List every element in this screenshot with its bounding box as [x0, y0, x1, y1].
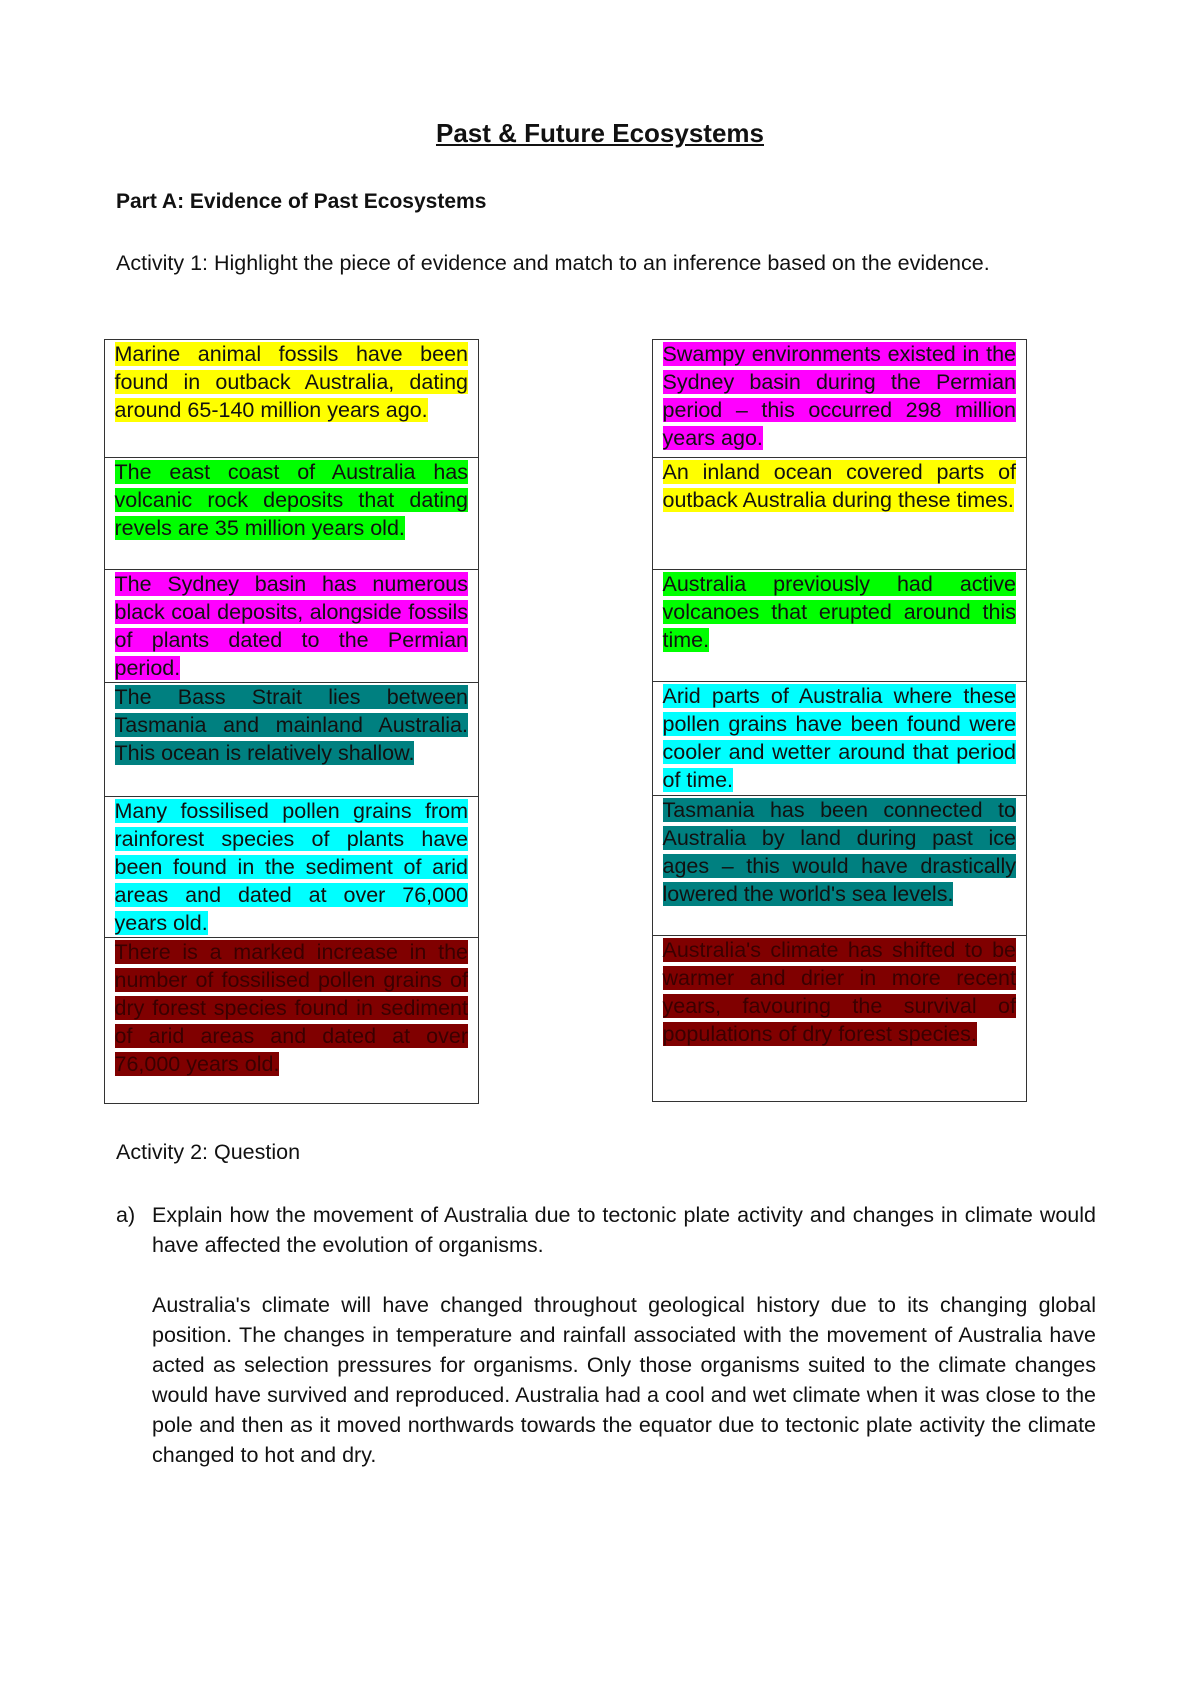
- activity1-instruction: Activity 1: Highlight the piece of evidence and match to an inference based on the evidence.: [116, 251, 990, 275]
- evidence-row: [105, 683, 479, 797]
- evidence-margin-cell: [105, 570, 115, 683]
- evidence-cell: [115, 683, 479, 797]
- inference-cell: [663, 682, 1027, 796]
- question-label: a): [116, 1203, 136, 1227]
- evidence-margin-cell: [105, 797, 115, 938]
- evidence-margin-cell: [105, 683, 115, 797]
- inference-text: Australia previously had active volcanoes that erupted around this time.: [662, 572, 1016, 652]
- inference-margin-cell: [653, 340, 663, 458]
- inference-margin-cell: [653, 570, 663, 682]
- inference-cell: [663, 340, 1027, 458]
- question-text: Explain how the movement of Australia due to tectonic plate activity and changes in climate would have affected the evolution of organisms.: [152, 1203, 1096, 1257]
- evidence-text: Marine animal fossils have been found in outback Australia, dating around 65-140 million years ago.: [114, 342, 468, 422]
- inference-text: Swampy environments existed in the Sydney basin during the Permian period – this occurred 298 million years ago.: [662, 342, 1016, 450]
- page-title: Past & Future Ecosystems: [435, 118, 764, 148]
- evidence-row: [105, 570, 479, 683]
- inference-row: [653, 796, 1027, 936]
- inference-cell: [663, 570, 1027, 682]
- answer-text: Australia's climate will have changed throughout geological history due to its changing global position. The changes in temperature and rainfall associated with the movement of Australia have acted as selection pressures for organisms. Only those organisms suited to the climate changes would have survived and reproduced. Australia had a cool and wet climate when it was close to the pole and then as it moved northwards towards the equator due to tectonic plate activity the climate changed to hot and dry.: [152, 1293, 1096, 1467]
- evidence-row: [105, 340, 479, 458]
- evidence-text: The Bass Strait lies between Tasmania and mainland Australia. This ocean is relatively shallow.: [114, 685, 468, 765]
- evidence-cell: [115, 458, 479, 570]
- evidence-table: [104, 339, 479, 1104]
- evidence-cell: [115, 938, 479, 1104]
- inference-margin-cell: [653, 682, 663, 796]
- evidence-row: [105, 797, 479, 938]
- inference-cell: [663, 796, 1027, 936]
- evidence-text: Many fossilised pollen grains from rainforest species of plants have been found in the sediment of arid areas and dated at over 76,000 years old.: [114, 799, 468, 935]
- evidence-cell: [115, 797, 479, 938]
- inference-row: [653, 682, 1027, 796]
- evidence-margin-cell: [105, 458, 115, 570]
- question-a: [116, 1200, 1096, 1260]
- evidence-row: [105, 938, 479, 1104]
- evidence-text: The east coast of Australia has volcanic rock deposits that dating revels are 35 million years old.: [114, 460, 468, 540]
- inference-row: [653, 570, 1027, 682]
- evidence-margin-cell: [105, 938, 115, 1104]
- inference-row: [653, 936, 1027, 1102]
- inference-cell: [663, 936, 1027, 1102]
- inference-margin-cell: [653, 936, 663, 1102]
- evidence-text: There is a marked increase in the number of fossilised pollen grains of dry forest species found in sediment of arid areas and dated at over 76,000 years old.: [114, 940, 468, 1076]
- evidence-margin-cell: [105, 340, 115, 458]
- inference-text: Australia's climate has shifted to be warmer and drier in more recent years, favouring the survival of populations of dry forest species.: [662, 938, 1016, 1046]
- inference-table: [652, 339, 1027, 1102]
- inference-text: Tasmania has been connected to Australia by land during past ice ages – this would have drastically lowered the world's sea levels.: [662, 798, 1016, 906]
- inference-cell: [663, 458, 1027, 570]
- evidence-row: [105, 458, 479, 570]
- part-a-heading: Part A: Evidence of Past Ecosystems: [116, 190, 487, 213]
- inference-margin-cell: [653, 458, 663, 570]
- inference-text: Arid parts of Australia where these pollen grains have been found were cooler and wetter around that period of time.: [662, 684, 1016, 792]
- inference-row: [653, 340, 1027, 458]
- inference-row: [653, 458, 1027, 570]
- evidence-cell: [115, 340, 479, 458]
- inference-text: An inland ocean covered parts of outback Australia during these times.: [662, 460, 1016, 512]
- evidence-cell: [115, 570, 479, 683]
- activity2-heading: Activity 2: Question: [116, 1140, 301, 1164]
- evidence-text: The Sydney basin has numerous black coal deposits, alongside fossils of plants dated to the Permian period.: [114, 572, 468, 680]
- inference-margin-cell: [653, 796, 663, 936]
